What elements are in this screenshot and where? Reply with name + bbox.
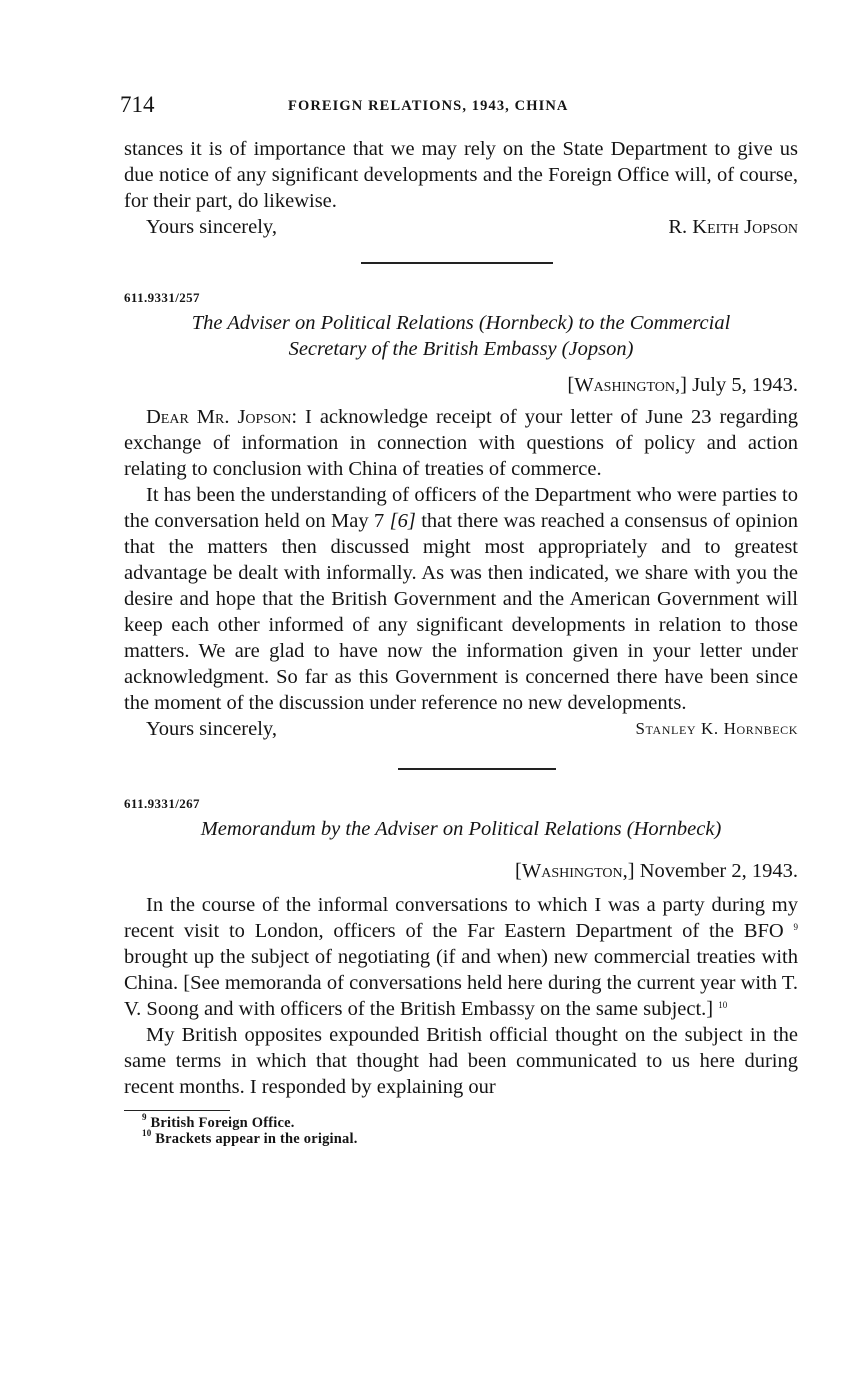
doc2-paragraph-1	[124, 404, 798, 482]
doc3-paragraph-2: My British opposites expounded British official thought on the subject in the same terms in which that thought had been communicated to us here during recent months. I responded by explaining our	[124, 1024, 798, 1098]
letter1-closing: Yours sincerely,	[146, 216, 277, 238]
doc3-para1-text-b: brought up the subject of negotiating (if and when) new commercial treaties with China. [See memoranda of conversations held here during the current year with T. V. Soong and with officers of the British Embassy on the same subject.]	[124, 946, 798, 1020]
footnote-9	[124, 1112, 798, 1131]
doc2-dateline-date: July 5, 1943.	[692, 374, 798, 396]
doc2-signature: Stanley K. Hornbeck	[635, 719, 798, 738]
footnote-9-text: British Foreign Office.	[150, 1115, 295, 1131]
footnote-10-text: Brackets appear in the original.	[155, 1131, 358, 1147]
doc2-paragraph-2	[124, 482, 798, 716]
document-page	[120, 92, 799, 1147]
doc2-dateline	[124, 372, 798, 398]
doc3-dateline-place: [Washington,]	[515, 860, 635, 882]
doc2-para1-text: I acknowledge receipt of your letter of June 23 regarding exchange of information in connection with questions of policy and action relating to conclusion with China of treaties of commerce.	[124, 406, 799, 480]
footnote-ref-10: 10	[718, 1000, 728, 1010]
doc2-salutation: Dear Mr. Jopson:	[146, 406, 298, 428]
letter1-paragraph-end: stances it is of importance that we may rely on the State Department to give us due notice of any significant developments and the Foreign Office will, of course, for their part, do likewise.	[124, 138, 798, 212]
doc2-signature-line	[124, 716, 798, 742]
doc3-paragraph-1	[124, 892, 798, 1022]
doc2-title-line1: The Adviser on Political Relations (Hornbeck) to the Commercial	[191, 312, 731, 334]
doc2-para2-bracket: [6]	[389, 510, 416, 532]
doc3-title: Memorandum by the Adviser on Political Relations (Hornbeck)	[200, 818, 722, 840]
page-header	[120, 92, 798, 122]
doc3-file-number: 611.9331/267	[124, 796, 200, 811]
letter1-signature: R. Keith Jopson	[668, 216, 798, 238]
page-number: 714	[120, 92, 155, 117]
doc3-dateline-date: November 2, 1943.	[639, 860, 798, 882]
doc2-file-number: 611.9331/257	[124, 290, 200, 305]
footnote-10	[124, 1128, 798, 1147]
doc3-dateline	[124, 858, 798, 884]
doc2-para2-text-b: that there was reached a consensus of opinion that the matters then discussed might most appropriately and to greatest advantage be dealt with informally. As was then indicated, we share with you the desire and hope that the British Government and the American Government will keep each other informed of any significant developments in relation to those matters. We are glad to have now the information given in your letter under acknowledgment. So far as this Government is concerned there have been since the moment of the discussion under reference no new developments.	[124, 510, 799, 714]
running-title: FOREIGN RELATIONS, 1943, CHINA	[288, 98, 569, 114]
footnote-ref-9: 9	[793, 922, 798, 932]
doc3-para1-text-a: In the course of the informal conversations to which I was a party during my recent visit to London, officers of the Far Eastern Department of the BFO	[124, 894, 798, 942]
doc2-closing: Yours sincerely,	[146, 718, 277, 740]
footnote-mark-9: 9	[142, 1112, 147, 1122]
footnote-mark-10: 10	[142, 1128, 152, 1138]
doc2-dateline-place: [Washington,]	[567, 374, 687, 396]
doc2-para2-text-a: It has been the understanding of officers of the Department who were parties to the conversation held on May 7	[124, 484, 798, 532]
letter1-signature-line	[124, 214, 798, 240]
doc2-title-line2: Secretary of the British Embassy (Jopson)	[288, 338, 634, 360]
